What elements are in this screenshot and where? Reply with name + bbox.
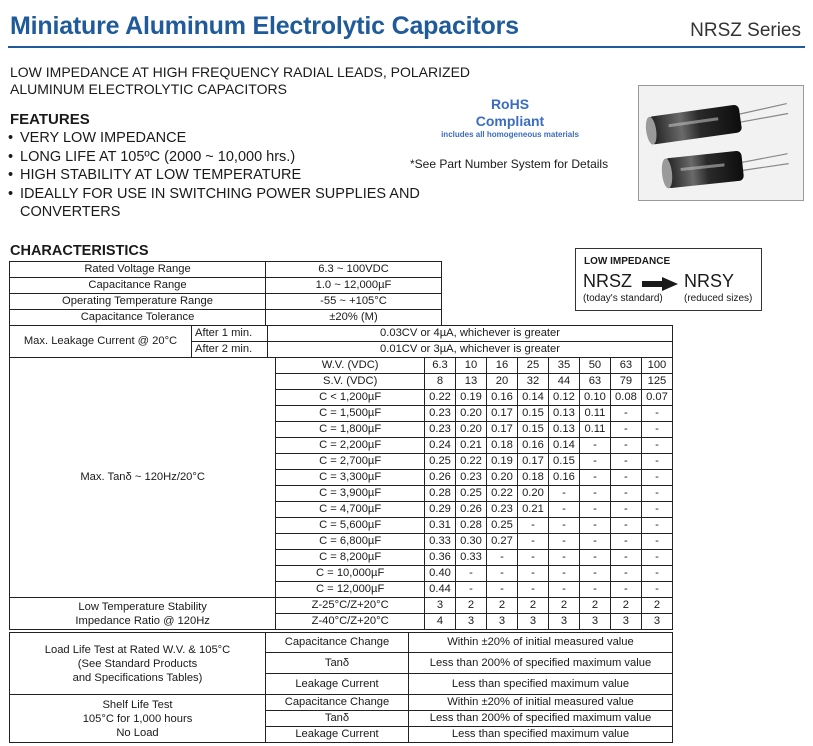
low-temp-cell: 2 [579, 598, 610, 614]
tan-cell: 0.33 [456, 550, 487, 566]
low-temp-cell: 3 [425, 598, 456, 614]
tan-cell: 0.25 [456, 486, 487, 502]
table-row [10, 294, 442, 310]
series-from-note: (today's standard) [583, 293, 663, 304]
low-temp-cell: 2 [641, 598, 672, 614]
tan-cell: 0.22 [425, 390, 456, 406]
low-temp-cell: 3 [579, 614, 610, 630]
wv-cell: 35 [548, 358, 579, 374]
sv-cell: 79 [610, 374, 641, 390]
tan-cell: 0.11 [579, 422, 610, 438]
basic-characteristics-table [9, 261, 442, 326]
tan-cell: 0.20 [486, 470, 517, 486]
table-row [10, 326, 673, 342]
tan-cell: - [579, 502, 610, 518]
sv-cell: 125 [641, 374, 672, 390]
tan-cell: 0.33 [425, 534, 456, 550]
tan-cell: - [610, 550, 641, 566]
low-impedance-box [575, 248, 762, 311]
tan-cell: - [548, 550, 579, 566]
spec-value: 1.0 ~ 12,000µF [266, 278, 442, 294]
tan-cell: 0.08 [610, 390, 641, 406]
table-row [10, 358, 673, 374]
tan-cell: - [579, 454, 610, 470]
feature-item: • VERY LOW IMPEDANCE [8, 129, 468, 148]
tan-cell: 0.14 [548, 438, 579, 454]
cap-label: C = 4,700µF [276, 502, 425, 518]
tan-cell: - [641, 550, 672, 566]
characteristics-heading: CHARACTERISTICS [10, 243, 149, 259]
tan-cell: - [610, 470, 641, 486]
wv-label: W.V. (VDC) [276, 358, 425, 374]
low-temp-cell: 3 [486, 614, 517, 630]
table-row [10, 695, 673, 711]
tan-cell: - [486, 566, 517, 582]
tan-cell: - [456, 582, 487, 598]
sv-cell: 44 [548, 374, 579, 390]
tan-cell: 0.40 [425, 566, 456, 582]
tan-cell: - [610, 438, 641, 454]
description-line-1: LOW IMPEDANCE AT HIGH FREQUENCY RADIAL LEADS, POLARIZED [10, 64, 471, 80]
tan-cell: - [641, 470, 672, 486]
series-to-note: (reduced sizes) [684, 293, 753, 304]
tan-cell: 0.31 [425, 518, 456, 534]
cap-label: C = 10,000µF [276, 566, 425, 582]
load-life-label [10, 633, 266, 695]
tan-cell: - [548, 582, 579, 598]
tan-cell: 0.24 [425, 438, 456, 454]
spec-value: ±20% (M) [266, 310, 442, 326]
title-divider [8, 46, 805, 48]
tan-cell: - [517, 518, 548, 534]
load-life-param: Tanδ [266, 653, 409, 674]
tan-cell: 0.12 [548, 390, 579, 406]
tan-cell: - [579, 470, 610, 486]
tan-cell: 0.23 [456, 470, 487, 486]
tan-cell: - [517, 582, 548, 598]
tan-cell: 0.10 [579, 390, 610, 406]
tan-cell: - [610, 566, 641, 582]
feature-item: • HIGH STABILITY AT LOW TEMPERATURE [8, 166, 468, 185]
tan-cell: 0.15 [517, 422, 548, 438]
sv-cell: 8 [425, 374, 456, 390]
tan-cell: - [548, 486, 579, 502]
series-to: NRSY [684, 271, 735, 291]
load-life-value: Within ±20% of initial measured value [409, 633, 673, 653]
tan-cell: 0.11 [579, 406, 610, 422]
shelf-life-label-line: 105°C for 1,000 hours [82, 712, 193, 725]
low-temp-cell: 2 [456, 598, 487, 614]
tan-cell: 0.26 [456, 502, 487, 518]
low-temp-cell: 2 [610, 598, 641, 614]
wv-cell: 6.3 [425, 358, 456, 374]
tan-cell: 0.18 [486, 438, 517, 454]
load-life-value: Less than 200% of specified maximum value [409, 653, 673, 674]
leakage-current-table [9, 325, 673, 358]
life-test-table [9, 632, 673, 743]
spec-label: Rated Voltage Range [10, 262, 266, 278]
table-row [10, 278, 442, 294]
part-number-note: *See Part Number System for Details [410, 157, 609, 171]
wv-cell: 10 [456, 358, 487, 374]
features-heading: FEATURES [10, 111, 90, 128]
cap-label: C = 8,200µF [276, 550, 425, 566]
tan-cell: 0.28 [456, 518, 487, 534]
low-temp-cell: 3 [517, 614, 548, 630]
sv-label: S.V. (VDC) [276, 374, 425, 390]
wv-cell: 50 [579, 358, 610, 374]
spec-label: Capacitance Tolerance [10, 310, 266, 326]
tan-cell: - [610, 422, 641, 438]
tan-cell: 0.25 [425, 454, 456, 470]
shelf-life-value: Within ±20% of initial measured value [409, 695, 673, 711]
tan-cell: 0.13 [548, 406, 579, 422]
tan-cell: 0.36 [425, 550, 456, 566]
spec-value: 6.3 ~ 100VDC [266, 262, 442, 278]
cap-label: C = 3,900µF [276, 486, 425, 502]
tan-cell: - [641, 518, 672, 534]
tan-cell: 0.29 [425, 502, 456, 518]
spec-label: Operating Temperature Range [10, 294, 266, 310]
tan-cell: - [579, 438, 610, 454]
leakage-time: After 2 min. [192, 342, 268, 358]
cap-label: C = 1,500µF [276, 406, 425, 422]
tan-cell: - [641, 534, 672, 550]
series-name: NRSZ Series [690, 20, 801, 41]
load-life-param: Leakage Current [266, 674, 409, 695]
capacitor-illustration-icon [639, 86, 803, 200]
tan-cell: 0.28 [425, 486, 456, 502]
tan-cell: 0.17 [486, 422, 517, 438]
low-temp-label-line: Low Temperature Stability [78, 600, 207, 613]
tan-cell: 0.44 [425, 582, 456, 598]
leakage-label: Max. Leakage Current @ 20°C [10, 326, 192, 358]
table-row [10, 633, 673, 653]
tan-cell: 0.23 [486, 502, 517, 518]
sv-cell: 63 [579, 374, 610, 390]
shelf-life-label-line: Shelf Life Test [102, 698, 173, 711]
low-temp-label [10, 598, 276, 630]
low-temp-cell: 3 [548, 614, 579, 630]
page-title: Miniature Aluminum Electrolytic Capacitors [10, 12, 519, 40]
shelf-life-value: Less than specified maximum value [409, 727, 673, 743]
low-temp-cell: 2 [517, 598, 548, 614]
tan-cell: - [610, 582, 641, 598]
tan-cell: 0.21 [456, 438, 487, 454]
arrow-right-icon [642, 277, 678, 291]
sv-cell: 32 [517, 374, 548, 390]
low-temp-cell: 3 [641, 614, 672, 630]
load-life-param: Capacitance Change [266, 633, 409, 653]
tan-cell: - [610, 534, 641, 550]
tan-cell: - [456, 566, 487, 582]
shelf-life-param: Leakage Current [266, 727, 409, 743]
tan-cell: - [641, 582, 672, 598]
tan-cell: - [579, 550, 610, 566]
tan-cell: 0.07 [641, 390, 672, 406]
shelf-life-value: Less than 200% of specified maximum value [409, 711, 673, 727]
load-life-value: Less than specified maximum value [409, 674, 673, 695]
rohs-line-1: RoHS [490, 96, 530, 112]
cap-label: C = 2,700µF [276, 454, 425, 470]
tan-cell: - [517, 566, 548, 582]
wv-cell: 16 [486, 358, 517, 374]
tan-cell: 0.20 [517, 486, 548, 502]
tan-cell: - [610, 502, 641, 518]
tan-cell: - [548, 502, 579, 518]
tan-cell: - [548, 566, 579, 582]
tan-cell: - [641, 486, 672, 502]
tan-cell: - [579, 534, 610, 550]
tan-cell: 0.21 [517, 502, 548, 518]
tan-cell: 0.16 [486, 390, 517, 406]
tan-cell: - [610, 454, 641, 470]
tan-cell: 0.22 [456, 454, 487, 470]
description-line-2: ALUMINUM ELECTROLYTIC CAPACITORS [10, 81, 287, 97]
tan-cell: - [548, 518, 579, 534]
series-from: NRSZ [583, 271, 632, 291]
tan-cell: - [641, 566, 672, 582]
load-life-label-line: Load Life Test at Rated W.V. & 105°C [44, 643, 231, 656]
tan-cell: 0.16 [517, 438, 548, 454]
product-description [10, 64, 470, 98]
shelf-life-label-line: No Load [116, 726, 159, 739]
tan-cell: 0.22 [486, 486, 517, 502]
table-row [10, 598, 673, 614]
tan-cell: 0.23 [425, 406, 456, 422]
wv-cell: 63 [610, 358, 641, 374]
tan-cell: 0.26 [425, 470, 456, 486]
tan-cell: 0.25 [486, 518, 517, 534]
tan-cell: - [641, 502, 672, 518]
feature-item: • IDEALLY FOR USE IN SWITCHING POWER SUPPLIES AND CONVERTERS [8, 185, 468, 222]
tan-cell: - [579, 486, 610, 502]
rohs-line-2: Compliant [475, 113, 545, 129]
wv-cell: 100 [641, 358, 672, 374]
low-impedance-title: LOW IMPEDANCE [584, 256, 671, 267]
load-life-label-line: (See Standard Products [77, 657, 198, 670]
tan-cell: - [610, 486, 641, 502]
capacitor-photo [638, 85, 804, 201]
tan-cell: 0.19 [486, 454, 517, 470]
leakage-value: 0.01CV or 3µA, whichever is greater [268, 342, 673, 358]
tan-cell: 0.30 [456, 534, 487, 550]
tan-cell: - [517, 550, 548, 566]
tan-cell: 0.19 [456, 390, 487, 406]
sv-cell: 13 [456, 374, 487, 390]
shelf-life-param: Capacitance Change [266, 695, 409, 711]
tan-cell: - [579, 582, 610, 598]
tan-cell: 0.17 [517, 454, 548, 470]
rohs-badge [410, 96, 610, 140]
low-temp-cell: 4 [425, 614, 456, 630]
spec-label: Capacitance Range [10, 278, 266, 294]
tan-delta-table [9, 357, 673, 630]
tan-cell: - [641, 406, 672, 422]
tan-cell: 0.20 [456, 422, 487, 438]
tan-cell: 0.15 [548, 454, 579, 470]
load-life-label-line: and Specifications Tables) [72, 671, 203, 684]
low-temp-condition: Z-25°C/Z+20°C [276, 598, 425, 614]
cap-label: C < 1,200µF [276, 390, 425, 406]
tan-cell: 0.18 [517, 470, 548, 486]
sv-cell: 20 [486, 374, 517, 390]
tan-cell: 0.23 [425, 422, 456, 438]
shelf-life-label [10, 695, 266, 743]
low-temp-cell: 3 [610, 614, 641, 630]
features-list [8, 129, 468, 222]
tan-cell: - [486, 582, 517, 598]
tan-cell: - [610, 518, 641, 534]
low-temp-cell: 3 [456, 614, 487, 630]
wv-cell: 25 [517, 358, 548, 374]
tan-cell: 0.16 [548, 470, 579, 486]
feature-item: • LONG LIFE AT 105ºC (2000 ~ 10,000 hrs.) [8, 148, 468, 167]
cap-label: C = 5,600µF [276, 518, 425, 534]
low-temp-cell: 2 [548, 598, 579, 614]
tan-cell: 0.27 [486, 534, 517, 550]
tan-label: Max. Tanδ ~ 120Hz/20°C [10, 358, 276, 598]
shelf-life-param: Tanδ [266, 711, 409, 727]
tan-cell: - [517, 534, 548, 550]
tan-cell: 0.15 [517, 406, 548, 422]
cap-label: C = 1,800µF [276, 422, 425, 438]
tan-cell: - [641, 422, 672, 438]
spec-value: -55 ~ +105°C [266, 294, 442, 310]
tan-cell: - [486, 550, 517, 566]
tan-cell: - [610, 406, 641, 422]
table-row [10, 310, 442, 326]
tan-cell: - [641, 438, 672, 454]
cap-label: C = 12,000µF [276, 582, 425, 598]
cap-label: C = 3,300µF [276, 470, 425, 486]
table-row [10, 262, 442, 278]
low-temp-cell: 2 [486, 598, 517, 614]
tan-cell: 0.17 [486, 406, 517, 422]
tan-cell: 0.20 [456, 406, 487, 422]
low-temp-condition: Z-40°C/Z+20°C [276, 614, 425, 630]
tan-cell: 0.13 [548, 422, 579, 438]
tan-cell: - [548, 534, 579, 550]
tan-cell: - [579, 518, 610, 534]
low-temp-label-line: Impedance Ratio @ 120Hz [75, 614, 210, 627]
cap-label: C = 6,800µF [276, 534, 425, 550]
tan-cell: - [641, 454, 672, 470]
tan-cell: - [579, 566, 610, 582]
cap-label: C = 2,200µF [276, 438, 425, 454]
leakage-value: 0.03CV or 4µA, whichever is greater [268, 326, 673, 342]
rohs-line-3: includes all homogeneous materials [441, 130, 579, 139]
leakage-time: After 1 min. [192, 326, 268, 342]
tan-cell: 0.14 [517, 390, 548, 406]
